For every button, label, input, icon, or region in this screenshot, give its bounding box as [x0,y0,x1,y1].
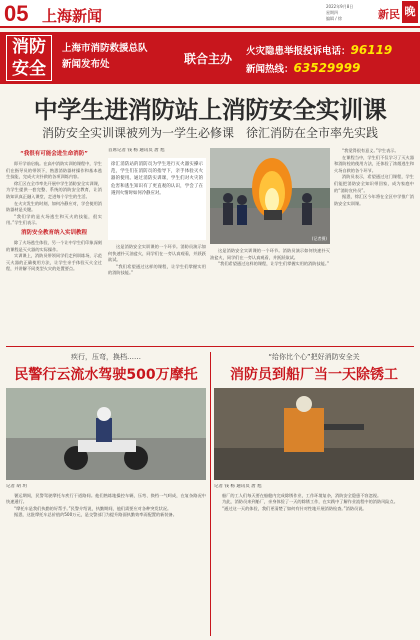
logo-text: 新民 [378,8,400,21]
hotline-report-label: 火灾隐患举报投诉电话： [246,46,351,57]
shipyard-illustration [214,388,414,480]
hotline-news-number: 63529999 [293,61,361,75]
article-paragraph: 徐汇区在全市率先开展中学生消防安全实训课，为学生提供一套完整、系统的消防安全教育，让消防知识真正融入课堂，走进每个学生的生活。 [6,180,102,199]
co-host-label: 联合主办 [184,52,233,66]
page-number: 05 [4,1,29,26]
article-paragraph: 据悉，这批摩托车总价值约500万元，是交警部门为提升路面执勤效率而配置的新装备。 [14,512,177,518]
article-paragraph: 在课程当中，学生们不仅学习了灭火器和消防栓的使用方法，还体验了浓烟逃生和火场自救的各个环节。 [334,154,414,173]
column-divider [210,352,211,636]
article-paragraph: 这是消防安全实训课的一个环节。消防员演示如何快速扑灭油盆火，同学们在一旁认真观看，并跃跃欲试。 [210,248,330,260]
masthead-bar [0,0,420,28]
hotline-news [246,60,392,78]
organizer-line-2: 新闻发布处 [62,59,110,70]
bottom-left-kicker: 疾行，压弯，换档…… [71,353,141,361]
bottom-left-headline: 民警行云流水驾驶500万摩托 [14,367,198,383]
bottom-left-body [6,484,206,634]
bottom-right-headline: 消防员到船厂当一天除锈工 [230,367,398,383]
section-divider [6,346,414,347]
badge-line-2: 安全 [12,59,46,79]
badge-line-1: 消防 [12,37,46,57]
section-name: 上海新闻 [42,7,103,25]
bottom-right-byline: 记者 钱 杨 通讯员 唐 旭 [214,484,262,489]
article-column-2 [108,244,206,342]
article-column-4 [334,148,414,344]
article-paragraph: 暑运期间，民警驾驶摩托车疾行于道路间。他们熟练地操控车辆，压弯、换档一气呵成，在复杂路况中快速通行。 [6,492,206,505]
article-paragraph: 除了火场逃生体验，另一个让中学生们印象深刻的课程是灭火器的实际操作。 [6,239,102,252]
article-paragraph: 这是消防安全实训课的一个环节。消防员演示如何快速扑灭油盆火，同学们在一旁认真观看，并跃跃欲试。 [108,244,206,263]
article-paragraph: 为此，消防员来到船厂，亲身体验了一天的除锈工作，在实践中了解作业流程中的消防风险点。 [222,499,398,505]
article-paragraph: 在火灾发生的时刻，如何冷静应对，学会使用消防器材是关键。 [6,200,102,213]
section-title-2: 消防安全教育纳入实训教程 [20,229,87,236]
byline-text: 首席记者 钱 杨 通讯员 唐 旭 [108,148,165,153]
issue-info [326,4,386,22]
organizer-line-1: 上海市消防救援总队 [62,43,148,54]
hotline-report [246,42,392,60]
issue-weekday: 星期四 [326,10,338,15]
article-paragraph: “我觉得很有意义。”学生表示。 [342,148,399,153]
logo-box: 晚 [402,1,418,23]
article-paragraph: 实训课上，消防员带领同学们走到训练场，示范灭火器的正确使用方法，让学生亲手体验灭火全过程，并讲解不同类型火灾的处置要点。 [6,253,102,272]
article-paragraph: “我们希望通过这样的课程，让学生们掌握实用的消防技能。” [108,263,206,276]
article-column-1 [6,148,102,344]
fire-safety-banner [0,32,420,84]
article-paragraph: 消防员表示，希望通过这门课程，学生们能把消防安全知识带回家，成为家庭中的“消防宣传员”。 [334,174,414,193]
fire-training-photo [210,148,330,244]
article-paragraph: “我们学的是火场逃生和灭火的技能，很实用。”学生们表示。 [6,213,102,226]
hotline-report-number: 96119 [350,43,393,57]
issue-editor: 编辑 / 徐 [326,16,342,21]
bottom-left-byline: 记者 胡 玥 [6,484,27,489]
motorcycle-illustration [6,388,206,480]
fire-safety-badge [6,35,52,81]
banner-organizer [62,41,148,73]
main-subhead: 消防安全实训课被列为一学生必修课 徐汇消防在全市率先实践 [41,126,378,140]
article-paragraph: 据悉，徐汇区今年将在全区中学推广消防安全实训课。 [334,194,414,206]
bottom-right-body [214,484,414,634]
banner-hotlines [246,42,392,78]
article-column-3 [210,248,330,342]
article-paragraph: 船厂的工人们每天要在船舱内完成除锈作业，工作环境复杂，消防安全隐患不容忽视。 [222,492,382,498]
bottom-right-kicker: “给你比个心”把好消防安全关 [268,353,360,361]
main-byline [108,148,206,158]
article-paragraph: 即开学前启航。在高中消防实训的课程中，学生们在指导员的带领下，熟悉消防器材操作和基本逃生技能，完成火灾扑救的各项训练内容。 [6,161,102,180]
hotline-news-label: 新闻热线： [246,64,294,75]
article-paragraph: “我们希望通过这样的课程，让学生们掌握实用的消防技能。” [218,261,330,267]
article-paragraph: “摩托车是我们执勤的好帮手。”民警介绍说，执勤期间，他们需要应对各种突发状况。 [14,505,172,511]
issue-date: 2022年9月8日 [326,4,354,9]
section-title: “我很有可能会进生命消防” [20,151,88,157]
newspaper-logo [378,1,418,25]
main-headline: 中学生进消防站上消防安全实训课 [33,96,387,124]
shipyard-photo [214,388,414,480]
motorcycle-photo [6,388,206,480]
article-paragraph: “通过这一天的体验，我们更清楚了如何有针对性地开展消防检查。”消防员说。 [222,505,367,511]
photo-caption: 徐汇消防站的消防员为学生进行灭火器实操示范，学生们在消防员的指导下，亲手体验灭火器的使用。通过消防实训课，学生们对火灾的危害和逃生知识有了更直观的认识，学会了在遇到火情时如何冷静应对。 [108,158,206,240]
fire-training-illustration [210,148,330,244]
photo-credit: (记者摄) [311,236,327,241]
